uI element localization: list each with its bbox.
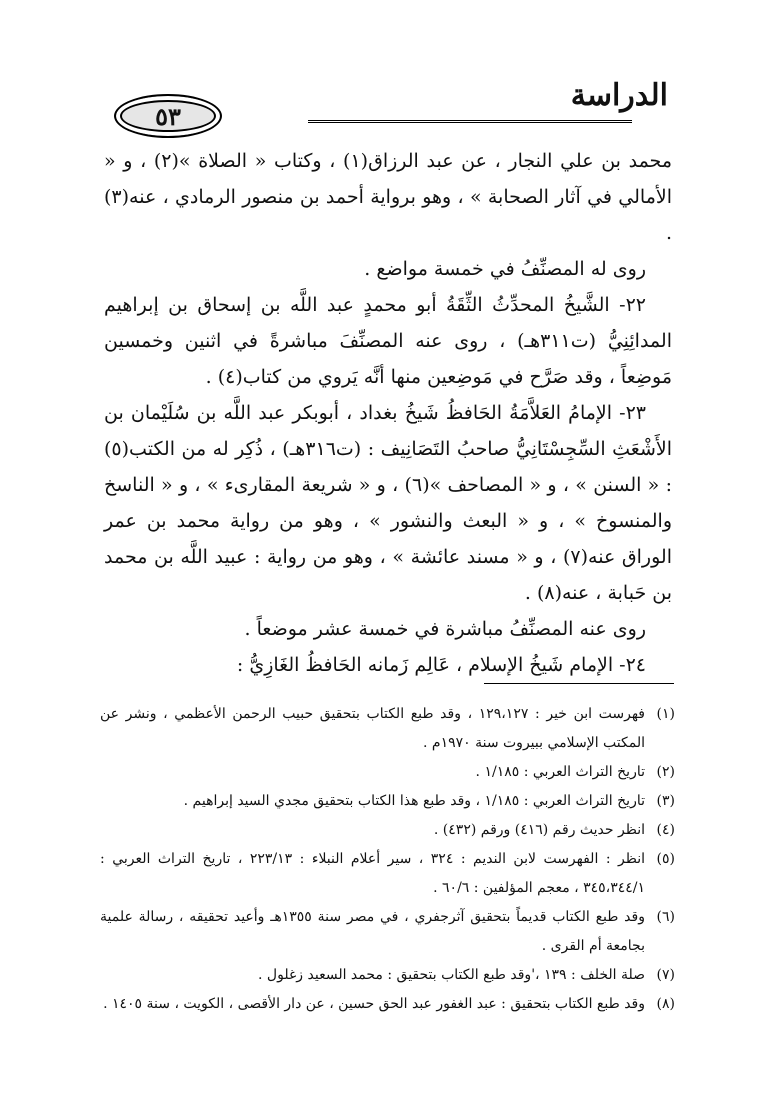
footnote-number: (٥) bbox=[656, 851, 675, 867]
footnote bbox=[100, 816, 675, 845]
footnote-text: تاريخ التراث العربي : ١/١٨٥ ، وقد طبع هذا الكتاب بتحقيق مجدي السيد إبراهيم . bbox=[183, 793, 645, 809]
section-title: الدراسة bbox=[570, 78, 668, 113]
footnote bbox=[100, 903, 675, 961]
paragraph: ٢٤- الإمام شَيخُ الإسلام ، عَالِم زَمانه الحَافظُ الغَازِيُّ : bbox=[236, 654, 646, 676]
paragraph: ٢٣- الإمامُ العَلاَّمَةُ الحَافظُ شَيخُ بغداد ، أبوبكر عبد اللَّه بن سُلَيْمان بن الأَشْعَثِ السِّجِسْتَانِيُّ صاحبُ التَصَانِيف : (ت٣١٦هـ) ، ذُكِر له من الكتب(٥) : « السنن » ، و « المصاحف »(٦) ، و « شريعة المقارىء » ، و « الناسخ والمنسوخ » ، و « البعث والنشور » ، وهو من رواية محمد بن عمر الوراق عنه(٧) ، و « مسند عائشة » ، وهو من رواية : عبيد اللَّه بن محمد بن حَبابة ، عنه(٨) . bbox=[104, 402, 672, 604]
footnote bbox=[100, 990, 675, 1019]
footnote-number: (٨) bbox=[656, 996, 675, 1012]
footnote-number: (١) bbox=[656, 706, 675, 722]
page-header bbox=[108, 78, 668, 134]
footnote-text: انظر : الفهرست لابن النديم : ٣٢٤ ، سير أعلام النبلاء : ٢٢٣/١٣ ، تاريخ التراث العربي : ٣٤٥،٣٤٤/١ ، معجم المؤلفين : ٦٠/٦ . bbox=[100, 851, 646, 896]
footnote-text: انظر حديث رقم (٤١٦) ورقم (٤٣٢) . bbox=[433, 822, 645, 838]
footnote-text: فهرست ابن خير : ١٢٩،١٢٧ ، وقد طبع الكتاب بتحقيق حبيب الرحمن الأعظمي ، ونشر عن المكتب الإسلامي ببيروت سنة ١٩٧٠م . bbox=[100, 706, 645, 751]
paragraph: ٢٢- الشَّيخُ المحدِّثُ الثِّقَةُ أبو محمدٍ عبد اللَّه بن إسحاق بن إبراهيم المدائِنِيُّ (ت٣١١هـ) ، روى عنه المصنِّفَ مباشرةً في اثنين وخمسين مَوضِعاً ، وقد صَرَّح في مَوضِعين منها أنَّه يَروي من كتاب(٤) . bbox=[104, 294, 672, 388]
footnote bbox=[100, 758, 675, 787]
footnote bbox=[100, 700, 675, 758]
page-number: ٥٣ bbox=[114, 94, 222, 138]
footnote bbox=[100, 787, 675, 816]
footnotes bbox=[100, 700, 675, 1019]
main-text bbox=[104, 143, 672, 683]
paragraph: روى له المصنِّفُ في خمسة مواضع . bbox=[364, 258, 646, 280]
footnote-text: وقد طبع الكتاب بتحقيق : عبد الغفور عبد الحق حسين ، عن دار الأقصى ، الكويت ، سنة ١٤٠٥ . bbox=[103, 996, 645, 1012]
footnote-number: (٣) bbox=[656, 793, 675, 809]
footnote bbox=[100, 961, 675, 990]
footnote-text: صلة الخلف : ١٣٩ ،'وقد طبع الكتاب بتحقيق : محمد السعيد زغلول . bbox=[258, 967, 645, 983]
footnote-separator bbox=[484, 683, 674, 684]
footnote-number: (٧) bbox=[656, 967, 675, 983]
footnote-number: (٤) bbox=[656, 822, 675, 838]
footnote bbox=[100, 845, 675, 903]
footnote-number: (٢) bbox=[656, 764, 675, 780]
paragraph: محمد بن علي النجار ، عن عبد الرزاق(١) ، وكتاب « الصلاة »(٢) ، و « الأمالي في آثار الصحابة » ، وهو برواية أحمد بن منصور الرمادي ، عنه(٣) . bbox=[104, 150, 673, 244]
footnote-number: (٦) bbox=[656, 909, 675, 925]
header-rule bbox=[308, 120, 632, 123]
footnote-text: وقد طبع الكتاب قديماً بتحقيق آثرجفري ، في مصر سنة ١٣٥٥هـ وأعيد تحقيقه ، رسالة علمية بجامعة أم القرى . bbox=[100, 909, 645, 954]
paragraph: روى عنه المصنِّفُ مباشرة في خمسة عشر موضعاً . bbox=[244, 618, 646, 640]
footnote-text: تاريخ التراث العربي : ١/١٨٥ . bbox=[475, 764, 645, 780]
